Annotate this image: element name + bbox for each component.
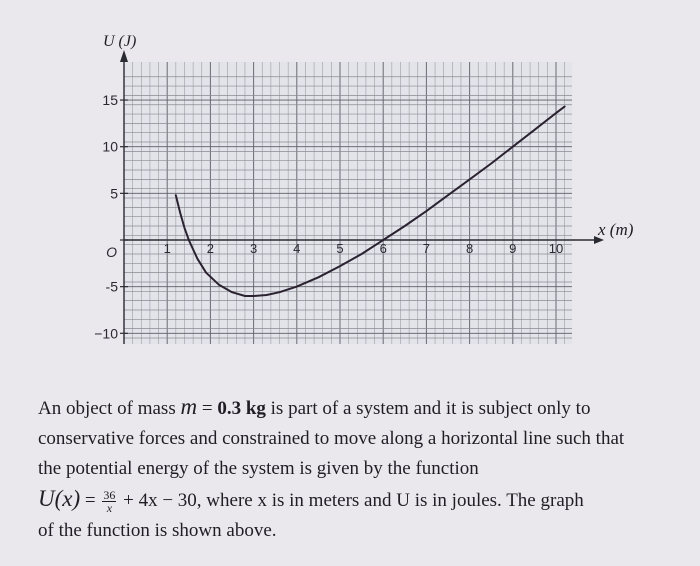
- x-tick-label: 10: [548, 241, 564, 256]
- x-axis-label: x (m): [598, 220, 634, 239]
- fraction-denominator: x: [106, 501, 113, 516]
- fraction: [102, 489, 116, 514]
- problem-line-3: the potential energy of the system is given by the function: [38, 458, 479, 479]
- y-tick-label: -5: [105, 278, 118, 295]
- y-axis-label: U (J): [103, 33, 137, 50]
- origin-label: O: [106, 244, 117, 260]
- line1-text-b: is part of a system and it is subject only to: [265, 398, 591, 419]
- x-tick-label: 4: [293, 241, 301, 256]
- problem-line-1: [38, 392, 688, 424]
- problem-line-2: conservative forces and constrained to move along a horizontal line such that: [38, 428, 625, 449]
- function-equals: =: [80, 490, 101, 511]
- problem-line-5: of the function is shown above.: [38, 520, 277, 541]
- x-tick-label: 5: [336, 241, 344, 256]
- fraction-numerator: 36: [103, 488, 116, 503]
- y-tick-label: −10: [94, 325, 118, 342]
- y-tick-label: 5: [110, 185, 118, 202]
- y-tick-label: 10: [102, 138, 118, 155]
- y-axis-arrow: [120, 50, 128, 62]
- function-terms: + 4x − 30,: [118, 490, 202, 511]
- x-tick-label: 1: [163, 241, 171, 256]
- function-symbol: U(x): [38, 486, 81, 511]
- line1-equals: =: [197, 398, 218, 419]
- x-tick-label: 8: [465, 241, 474, 256]
- x-tick-label: 9: [509, 241, 517, 256]
- mass-value: 0.3 kg: [217, 398, 266, 419]
- problem-statement: [38, 392, 688, 546]
- x-tick-label: 2: [206, 241, 215, 256]
- x-tick-label: 7: [422, 241, 431, 256]
- mass-symbol: m: [180, 394, 198, 419]
- y-ticks: [94, 92, 128, 341]
- line1-text-a: An object of mass: [38, 398, 176, 419]
- problem-line-4: [38, 484, 688, 516]
- x-tick-label: 6: [379, 241, 387, 256]
- line4-text: where x is in meters and U is in joules. The graph: [201, 490, 584, 511]
- x-tick-label: 3: [249, 241, 258, 256]
- y-tick-label: 15: [102, 92, 118, 109]
- plot-background: [124, 62, 572, 344]
